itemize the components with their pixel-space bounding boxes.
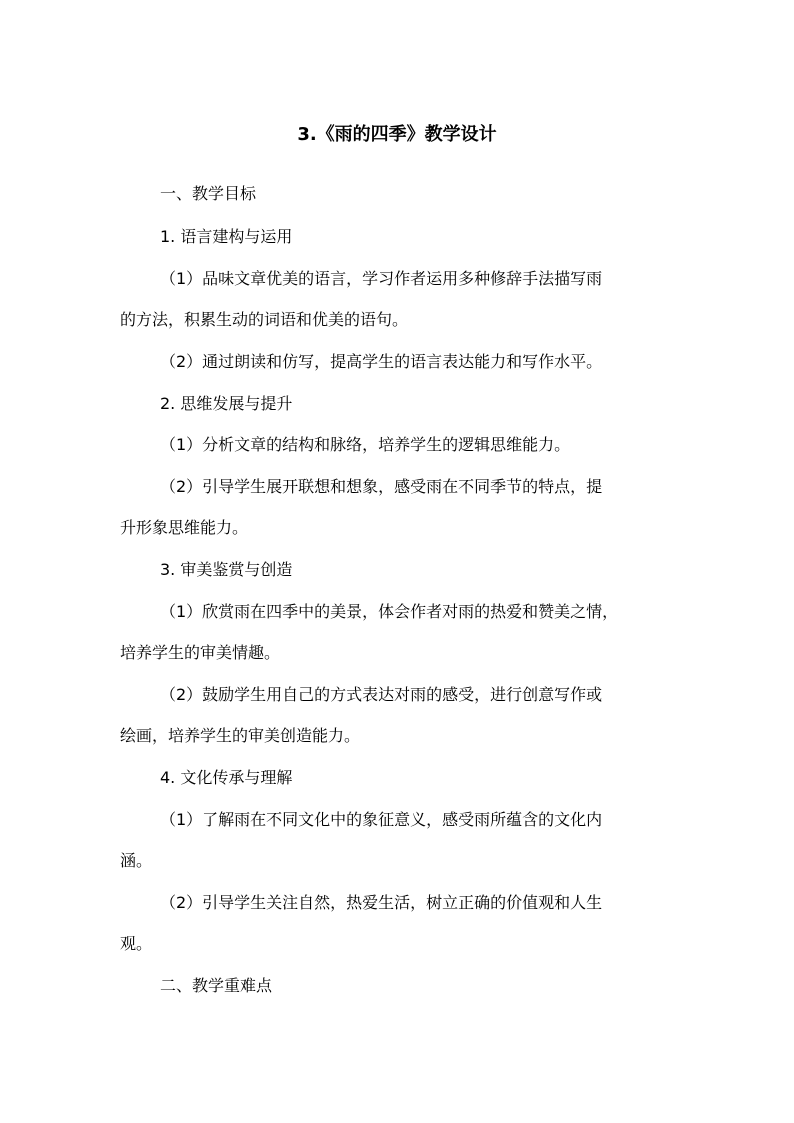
- paragraph-line: 涵。: [120, 851, 153, 870]
- section-heading-key-points: 二、教学重难点: [160, 976, 273, 995]
- paragraph-line: 观。: [120, 934, 153, 953]
- paragraph-line: （2）引导学生展开联想和想象，感受雨在不同季节的特点，提: [160, 477, 603, 496]
- paragraph-line: （2）引导学生关注自然，热爱生活，树立正确的价值观和人生: [160, 893, 603, 912]
- paragraph-line: 的方法，积累生动的词语和优美的语句。: [120, 310, 409, 329]
- section-heading-objectives: 一、教学目标: [160, 184, 257, 203]
- paragraph-line: （1）欣赏雨在四季中的美景，体会作者对雨的热爱和赞美之情，: [160, 602, 619, 621]
- paragraph-line: （2）通过朗读和仿写，提高学生的语言表达能力和写作水平。: [160, 352, 603, 371]
- subheading-language: 1. 语言建构与运用: [160, 227, 293, 246]
- paragraph-line: （1）分析文章的结构和脉络，培养学生的逻辑思维能力。: [160, 435, 571, 454]
- paragraph-line: （1）了解雨在不同文化中的象征意义，感受雨所蕴含的文化内: [160, 810, 603, 829]
- document-title: 3.《雨的四季》教学设计: [297, 124, 497, 145]
- subheading-thinking: 2. 思维发展与提升: [160, 394, 293, 413]
- subheading-culture: 4. 文化传承与理解: [160, 768, 293, 787]
- paragraph-line: （2）鼓励学生用自己的方式表达对雨的感受，进行创意写作或: [160, 685, 603, 704]
- paragraph-line: （1）品味文章优美的语言，学习作者运用多种修辞手法描写雨: [160, 269, 603, 288]
- paragraph-line: 绘画，培养学生的审美创造能力。: [120, 726, 361, 745]
- subheading-aesthetics: 3. 审美鉴赏与创造: [160, 560, 293, 579]
- paragraph-line: 升形象思维能力。: [120, 518, 249, 537]
- paragraph-line: 培养学生的审美情趣。: [120, 643, 281, 662]
